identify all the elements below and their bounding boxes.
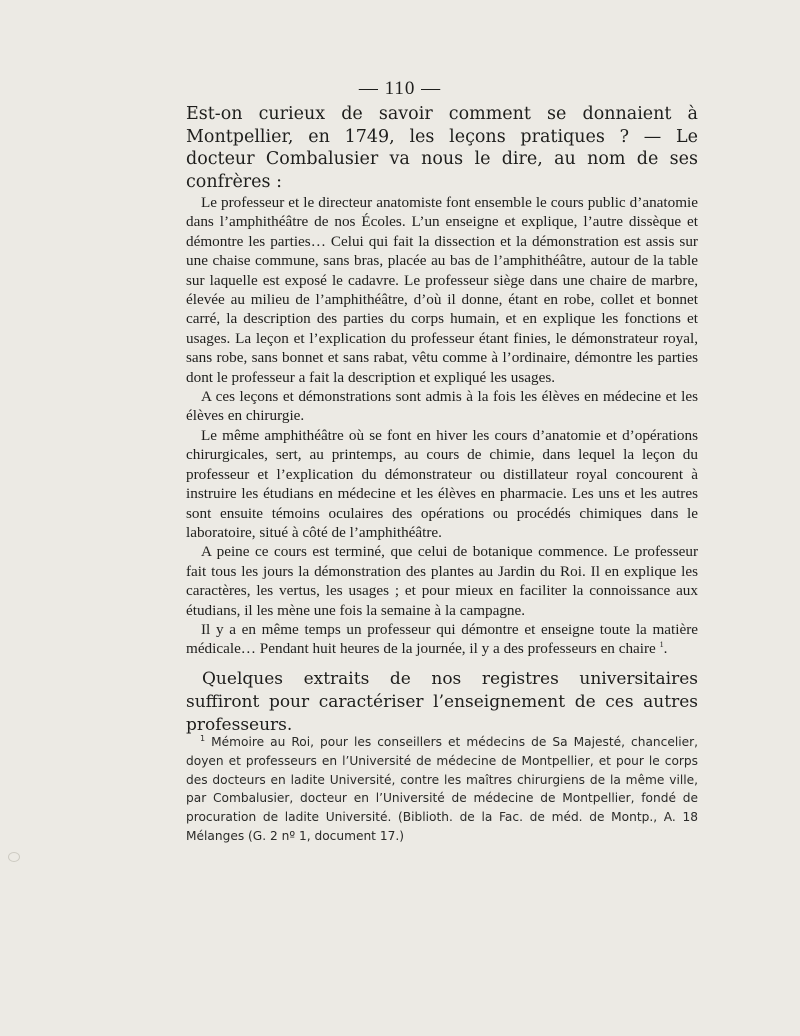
conclusion-paragraph: Quelques extraits de nos registres universitaires suffiront pour caractériser l’enseignement de ces autres professeurs.	[186, 669, 698, 735]
footnote	[186, 733, 698, 846]
quote-paragraph-1: Le professeur et le directeur anatomiste font ensemble le cours public d’anatomie dans l’amphithéâtre de nos Écoles. L’un enseigne et explique, l’autre dissèque et démontre les parties… Celui qui fait la dissection et la démonstration est assis sur une chaise commune, sans bras, placée au bas de l’amphithéâtre, autour de la table sur laquelle est exposé le cadavre. Le professeur siège dans une chaire de marbre, élevée au milieu de l’amphithéâtre, d’où il donne, étant en robe, collet et bonnet carré, la description des parties du corps humain, et en explique les fonctions et usages. La leçon et l’explication du professeur étant finies, le démonstrateur royal, sans robe, sans bonnet et sans rabat, vêtu comme à l’ordinaire, démontre les parties dont le professeur a fait la description et expliqué les usages.	[186, 194, 698, 386]
footnote-reference: 1	[659, 640, 664, 650]
quote-paragraph-5	[186, 620, 698, 659]
paper-stain	[8, 852, 20, 862]
quoted-memoir	[186, 193, 698, 659]
intro-paragraph: Est-on curieux de savoir comment se donnaient à Montpellier, en 1749, les leçons pratiques ? — Le docteur Combalusier va nous le dire, au nom de ses confrères :	[186, 104, 698, 192]
quote-paragraph-4: A peine ce cours est terminé, que celui de botanique commence. Le professeur fait tous les jours la démonstration des plantes au Jardin du Roi. Il en explique les caractères, les vertus, les usages ; et pour mieux en faciliter la connoissance aux étudians, il les mène une fois la semaine à la campagne.	[186, 543, 698, 619]
quote-end-punctuation: .	[663, 640, 668, 658]
quote-paragraph-5-text: Il y a en même temps un professeur qui démontre et enseigne toute la matière médicale… Pendant huit heures de la journée, il y a des professeurs en chaire	[186, 620, 698, 658]
quote-paragraph-3: Le même amphithéâtre où se font en hiver les cours d’anatomie et d’opérations chirurgicales, sert, au printemps, au cours de chimie, dans lequel la leçon du professeur et l’explication du démonstrateur ou distillateur royal concourent à instruire les étudians en médecine et les élèves en pharmacie. Les uns et les autres sont ensuite témoins oculaires des opérations ou procédés chimiques dans le laboratoire, situé à côté de l’amphithéâtre.	[186, 426, 698, 541]
page-number: — 110 —	[358, 78, 442, 99]
quote-paragraph-2: A ces leçons et démonstrations sont admis à la fois les élèves en médecine et les élèves en chirurgie.	[186, 388, 698, 425]
footnote-marker: 1	[200, 733, 206, 743]
footnote-text: Mémoire au Roi, pour les conseillers et médecins de Sa Majesté, chancelier, doyen et professeurs en l’Université de médecine de Montpellier, et pour le corps des docteurs en ladite Université, contre les maîtres chirurgiens de la même ville, par Combalusier, docteur en l’Université de médecine de Montpellier, fondé de procuration de ladite Université. (Biblioth. de la Fac. de méd. de Montp., A. 18 Mélanges (G. 2 nº 1, document 17.)	[186, 735, 698, 843]
